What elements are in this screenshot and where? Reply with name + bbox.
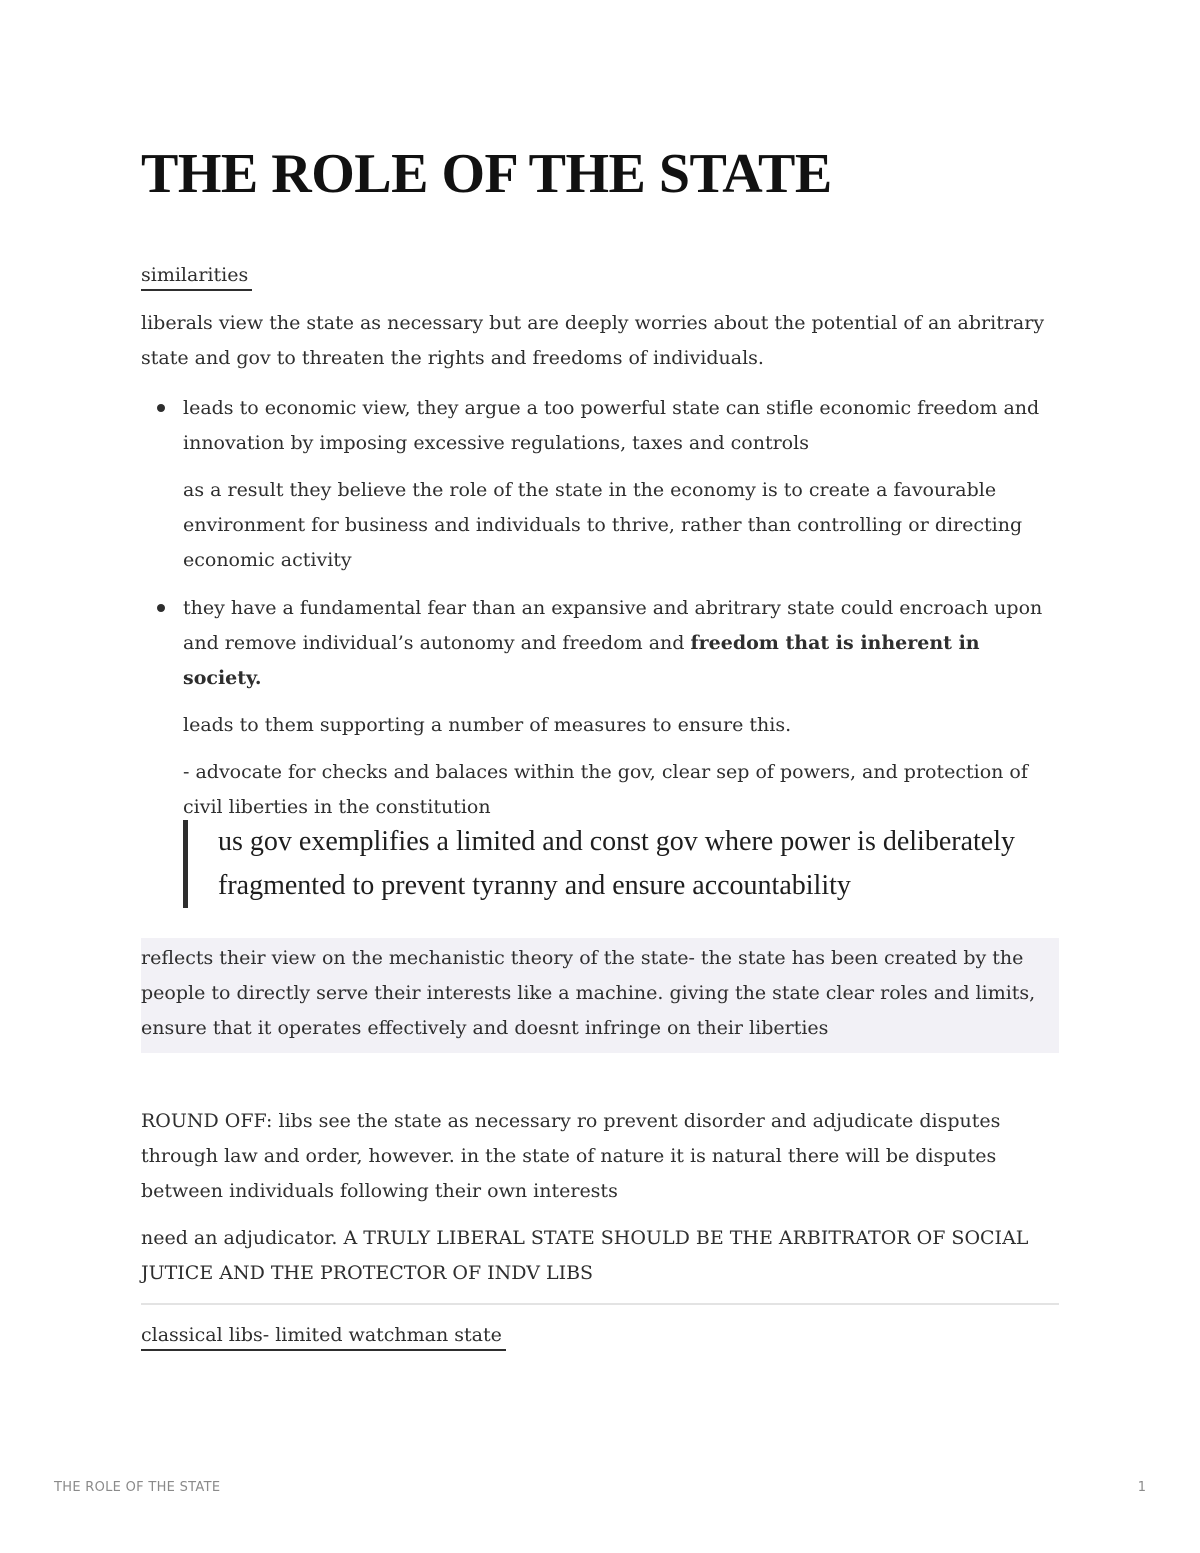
bullet-sub-paragraph: leads to them supporting a number of measures to ensure this. <box>183 714 792 736</box>
list-item <box>141 591 1059 825</box>
section-heading-classical <box>141 1318 506 1353</box>
list-item <box>141 391 1059 578</box>
bullet-list <box>141 391 1059 825</box>
bullet-text: leads to economic view, they argue a too powerful state can stifle economic freedom and innovation by imposing excessive regulations, taxes and controls <box>183 397 1040 454</box>
bullet-dot-icon <box>157 604 165 612</box>
bullet-sub-paragraph: - advocate for checks and balaces within the gov, clear sep of powers, and protection of civil liberties in the constitution <box>183 761 1028 818</box>
horizontal-divider <box>141 1303 1059 1305</box>
classical-heading-text: classical libs- limited watchman state <box>141 1321 506 1351</box>
page-number: 1 <box>1137 1480 1146 1495</box>
similarities-heading-text: similarities <box>141 261 252 291</box>
conclusion-paragraph: need an adjudicator. A TRULY LIBERAL STATE SHOULD BE THE ARBITRATOR OF SOCIAL JUTICE AND THE PROTECTOR OF INDV LIBS <box>141 1227 1029 1284</box>
page-title: THE ROLE OF THE STATE <box>141 143 832 205</box>
bullet-dot-icon <box>157 404 165 412</box>
section-heading-similarities <box>141 258 252 293</box>
bullet-bold-text: freedom that is inherent in society. <box>183 632 980 689</box>
callout-block: reflects their view on the mechanistic theory of the state- the state has been created by the people to directly serve their interests like a machine. giving the state clear roles and limits, ensure that it operates effectively and doesnt infringe on their liberties <box>141 938 1059 1053</box>
bullet-text-container <box>183 591 1059 696</box>
footer-title: THE ROLE OF THE STATE <box>54 1480 221 1495</box>
bullet-text: they have a fundamental fear than an expansive and abritrary state could encroach upon and remove individual’s autonomy and freedom and <box>183 597 1043 654</box>
intro-paragraph: liberals view the state as necessary but are deeply worries about the potential of an abritrary state and gov to threaten the rights and freedoms of individuals. <box>141 312 1045 369</box>
quote-block: us gov exemplifies a limited and const gov where power is deliberately fragmented to prevent tyranny and ensure accountability <box>183 820 1059 908</box>
round-off-paragraph: ROUND OFF: libs see the state as necessary ro prevent disorder and adjudicate disputes through law and order, however. in the state of nature it is natural there will be disputes between individuals following their own interests <box>141 1110 1001 1202</box>
bullet-sub-paragraph: as a result they believe the role of the state in the economy is to create a favourable environment for business and individuals to thrive, rather than controlling or directing economic activity <box>183 479 1023 571</box>
